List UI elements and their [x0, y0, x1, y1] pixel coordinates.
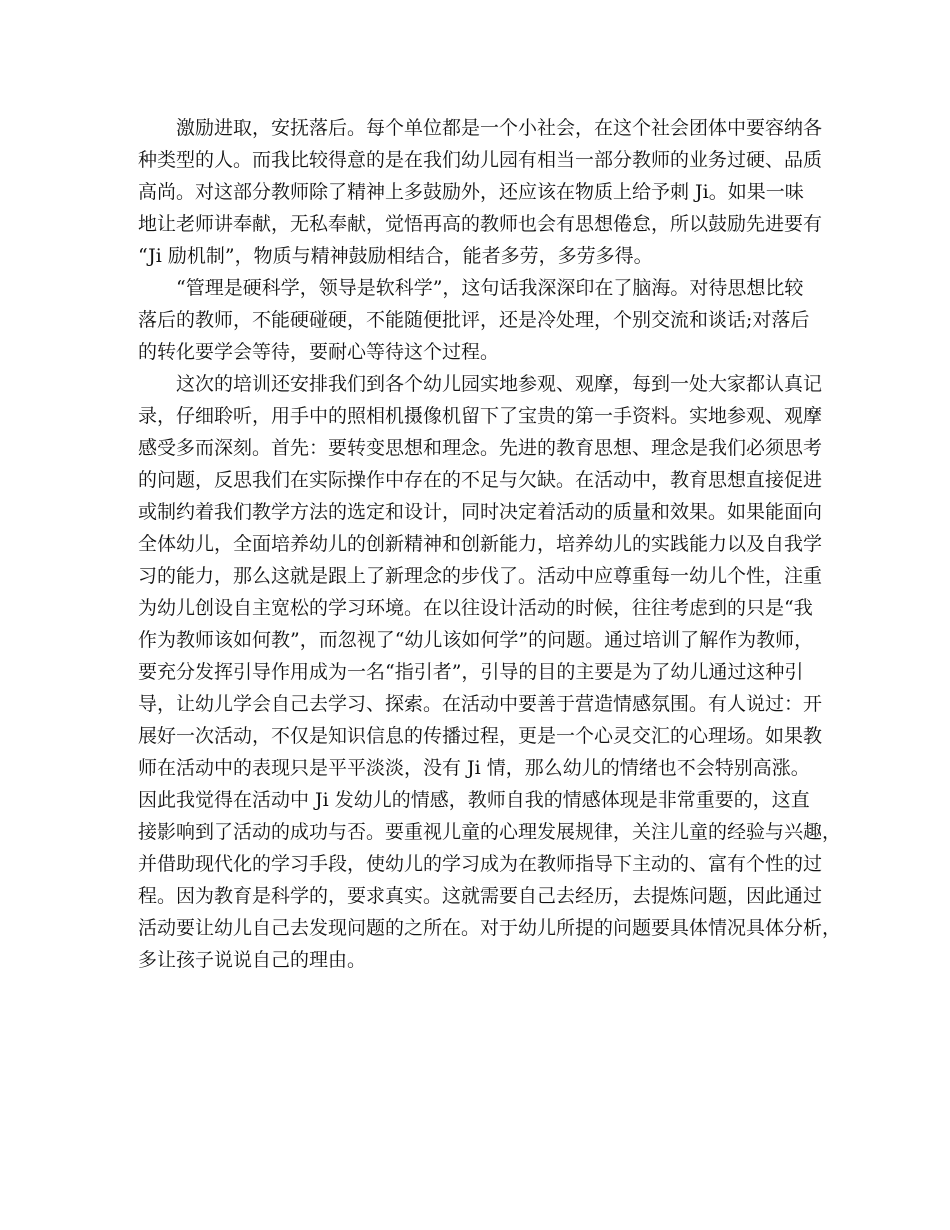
- paragraph-3-line-10: 要充分发挥引导作用成为一名“指引者”，引导的目的主要是为了幼儿通过这种引: [138, 661, 804, 683]
- paragraph-3-line-12: 展好一次活动，不仅是知识信息的传播过程，更是一个心灵交汇的心理场。如果教: [138, 725, 823, 747]
- paragraph-2-line-1: “管理是硬科学，领导是软科学”，这句话我深深印在了脑海。对待思想比较: [176, 277, 804, 299]
- paragraph-2-line-2: 落后的教师，不能硬碰硬，不能随便批评，还是冷处理，个别交流和谈话;对落后: [138, 309, 810, 331]
- paragraph-3-line-7: 习的能力，那么这就是跟上了新理念的步伐了。活动中应尊重每一幼儿个性，注重: [138, 565, 823, 587]
- paragraph-3-line-15: 接影响到了活动的成功与否。要重视儿童的心理发展规律，关注儿童的经验与兴趣，: [138, 821, 842, 843]
- paragraph-3-line-17: 程。因为教育是科学的，要求真实。这就需要自己去经历，去提炼问题，因此通过: [138, 885, 823, 907]
- paragraph-3-line-5: 或制约着我们教学方法的选定和设计，同时决定着活动的质量和效果。如果能面向: [138, 501, 823, 523]
- paragraph-3-line-8: 为幼儿创设自主宽松的学习环境。在以往设计活动的时候，往往考虑到的只是“我: [138, 597, 813, 619]
- paragraph-1-line-3: 高尚。对这部分教师除了精神上多鼓励外，还应该在物质上给予刺 Ji。如果一味: [138, 181, 804, 203]
- paragraph-1-line-5: “Ji 励机制”，物质与精神鼓励相结合，能者多劳，多劳多得。: [138, 245, 653, 267]
- paragraph-3-line-2: 录，仔细聆听，用手中的照相机摄像机留下了宝贵的第一手资料。实地参观、观摩: [138, 405, 823, 427]
- paragraph-3-line-6: 全体幼儿，全面培养幼儿的创新精神和创新能力，培养幼儿的实践能力以及自我学: [138, 533, 823, 555]
- paragraph-3-line-11: 导，让幼儿学会自己去学习、探索。在活动中要善于营造情感氛围。有人说过：开: [138, 693, 823, 715]
- paragraph-3-line-18: 活动要让幼儿自己去发现问题的之所在。对于幼儿所提的问题要具体情况具体分析，: [138, 917, 842, 939]
- paragraph-3-line-13: 师在活动中的表现只是平平淡淡，没有 Ji 情，那么幼儿的情绪也不会特别高涨。: [138, 757, 810, 779]
- paragraph-3-line-16: 并借助现代化的学习手段，使幼儿的学习成为在教师指导下主动的、富有个性的过: [138, 853, 823, 875]
- paragraph-3-line-4: 的问题，反思我们在实际操作中存在的不足与欠缺。在活动中，教育思想直接促进: [138, 469, 823, 491]
- document-body: [138, 112, 842, 976]
- paragraph-3-line-3: 感受多而深刻。首先：要转变思想和理念。先进的教育思想、理念是我们必须思考: [138, 437, 823, 459]
- paragraph-3-line-1: 这次的培训还安排我们到各个幼儿园实地参观、观摩，每到一处大家都认真记: [176, 373, 823, 395]
- paragraph-3-line-9: 作为教师该如何教”，而忽视了“幼儿该如何学”的问题。通过培训了解作为教师，: [138, 629, 814, 651]
- paragraph-1-line-1: 激励进取，安抚落后。每个单位都是一个小社会，在这个社会团体中要容纳各: [176, 117, 823, 139]
- paragraph-3-line-19: 多让孩子说说自己的理由。: [138, 949, 367, 971]
- paragraph-1-line-2: 种类型的人。而我比较得意的是在我们幼儿园有相当一部分教师的业务过硬、品质: [138, 149, 823, 171]
- paragraph-1-line-4: 地让老师讲奉献，无私奉献，觉悟再高的教师也会有思想倦怠，所以鼓励先进要有: [138, 213, 823, 235]
- paragraph-3-line-14: 因此我觉得在活动中 Ji 发幼儿的情感，教师自我的情感体现是非常重要的，这直: [138, 789, 810, 811]
- paragraph-2-line-3: 的转化要学会等待，要耐心等待这个过程。: [138, 341, 500, 363]
